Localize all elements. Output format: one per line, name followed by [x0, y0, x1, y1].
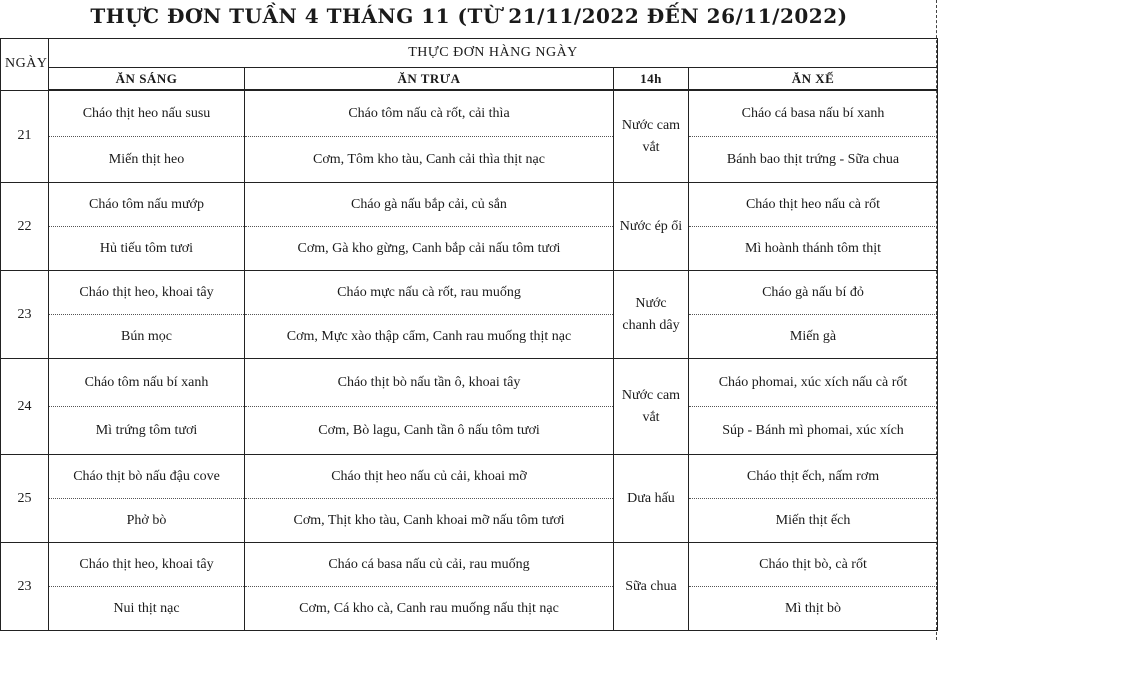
table-row [1, 499, 938, 543]
snack-cell: Cháo cá basa nấu bí xanh [689, 90, 938, 137]
snack-cell: Mì thịt bò [689, 587, 938, 631]
lunch-cell: Cơm, Bò lagu, Canh tần ô nấu tôm tươi [245, 407, 614, 455]
table-row [1, 137, 938, 183]
column-header-snack: ĂN XẾ [689, 68, 938, 91]
day-cell: 23 [1, 271, 49, 359]
snack-cell: Cháo thịt bò, cà rốt [689, 543, 938, 587]
table-row [1, 543, 938, 587]
day-cell: 23 [1, 543, 49, 631]
weekly-menu-table [0, 38, 938, 631]
afternoon-drink-cell: Nước cam vắt [614, 90, 689, 183]
lunch-cell: Cơm, Cá kho cà, Canh rau muống nấu thịt nạc [245, 587, 614, 631]
afternoon-drink-cell: Nước ép ổi [614, 183, 689, 271]
afternoon-drink-cell: Dưa hấu [614, 455, 689, 543]
lunch-cell: Cơm, Thịt kho tàu, Canh khoai mỡ nấu tôm tươi [245, 499, 614, 543]
lunch-cell: Cháo thịt heo nấu củ cải, khoai mỡ [245, 455, 614, 499]
afternoon-drink-cell: Nước chanh dây [614, 271, 689, 359]
column-header-daily-menu: THỰC ĐƠN HÀNG NGÀY [49, 39, 938, 68]
table-row [1, 407, 938, 455]
column-header-day: NGÀY [1, 39, 49, 91]
table-row [1, 315, 938, 359]
column-header-14h: 14h [614, 68, 689, 91]
lunch-cell: Cháo tôm nấu cà rốt, cải thìa [245, 90, 614, 137]
breakfast-cell: Mì trứng tôm tươi [49, 407, 245, 455]
lunch-cell: Cơm, Mực xào thập cẩm, Canh rau muống thịt nạc [245, 315, 614, 359]
table-row [1, 90, 938, 137]
snack-cell: Cháo gà nấu bí đỏ [689, 271, 938, 315]
snack-cell: Súp - Bánh mì phomai, xúc xích [689, 407, 938, 455]
lunch-cell: Cháo gà nấu bắp cải, củ sắn [245, 183, 614, 227]
day-cell: 21 [1, 90, 49, 183]
lunch-cell: Cháo cá basa nấu củ cải, rau muống [245, 543, 614, 587]
breakfast-cell: Cháo thịt heo nấu susu [49, 90, 245, 137]
breakfast-cell: Nui thịt nạc [49, 587, 245, 631]
table-row [1, 359, 938, 407]
column-header-breakfast: ĂN SÁNG [49, 68, 245, 91]
day-cell: 25 [1, 455, 49, 543]
breakfast-cell: Cháo tôm nấu bí xanh [49, 359, 245, 407]
column-header-lunch: ĂN TRƯA [245, 68, 614, 91]
day-cell: 22 [1, 183, 49, 271]
afternoon-drink-cell: Nước cam vắt [614, 359, 689, 455]
snack-cell: Cháo phomai, xúc xích nấu cà rốt [689, 359, 938, 407]
breakfast-cell: Hủ tiếu tôm tươi [49, 227, 245, 271]
breakfast-cell: Phở bò [49, 499, 245, 543]
table-row [1, 227, 938, 271]
afternoon-drink-cell: Sữa chua [614, 543, 689, 631]
breakfast-cell: Cháo thịt heo, khoai tây [49, 543, 245, 587]
day-cell: 24 [1, 359, 49, 455]
snack-cell: Bánh bao thịt trứng - Sữa chua [689, 137, 938, 183]
lunch-cell: Cháo mực nấu cà rốt, rau muống [245, 271, 614, 315]
table-row [1, 455, 938, 499]
snack-cell: Cháo thịt heo nấu cà rốt [689, 183, 938, 227]
breakfast-cell: Cháo thịt bò nấu đậu cove [49, 455, 245, 499]
snack-cell: Mì hoành thánh tôm thịt [689, 227, 938, 271]
menu-title: THỰC ĐƠN TUẦN 4 THÁNG 11 (TỪ 21/11/2022 ĐẾN 26/11/2022) [90, 4, 848, 28]
table-row [1, 183, 938, 227]
breakfast-cell: Miến thịt heo [49, 137, 245, 183]
lunch-cell: Cơm, Gà kho gừng, Canh bắp cải nấu tôm tươi [245, 227, 614, 271]
lunch-cell: Cháo thịt bò nấu tần ô, khoai tây [245, 359, 614, 407]
breakfast-cell: Cháo tôm nấu mướp [49, 183, 245, 227]
breakfast-cell: Cháo thịt heo, khoai tây [49, 271, 245, 315]
snack-cell: Miến gà [689, 315, 938, 359]
snack-cell: Cháo thịt ếch, nấm rơm [689, 455, 938, 499]
table-row [1, 587, 938, 631]
table-row [1, 271, 938, 315]
lunch-cell: Cơm, Tôm kho tàu, Canh cải thìa thịt nạc [245, 137, 614, 183]
snack-cell: Miến thịt ếch [689, 499, 938, 543]
breakfast-cell: Bún mọc [49, 315, 245, 359]
